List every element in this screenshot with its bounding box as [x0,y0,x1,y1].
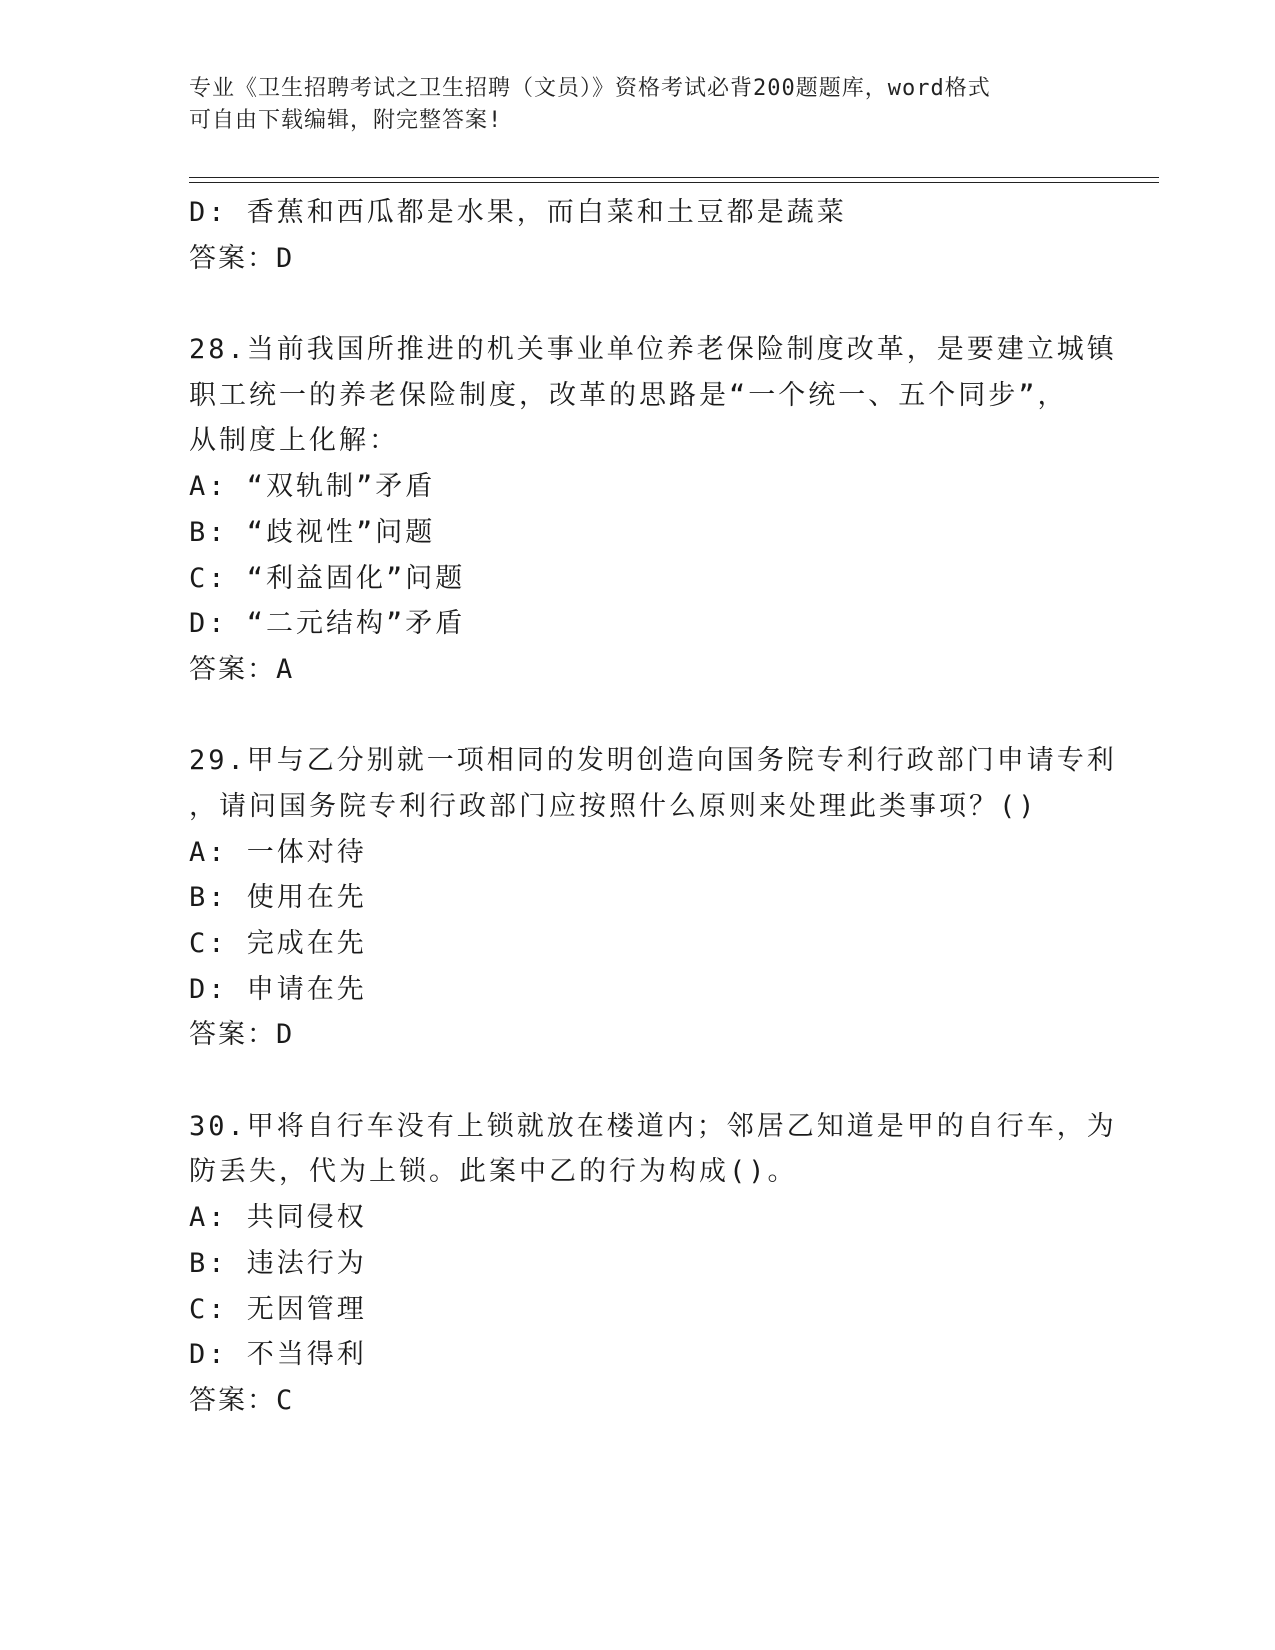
spacer [189,693,1089,739]
option-a: A: 共同侵权 [189,1202,367,1234]
answer-line: 答案：A [189,653,295,685]
question-text: 职工统一的养老保险制度，改革的思路是“一个统一、五个同步”， [189,379,1068,411]
option-a: A: 一体对待 [189,836,367,868]
option-a: A: “双轨制”矛盾 [189,471,436,503]
question-28 [189,327,1117,693]
spacer [189,281,1089,327]
question-text: 从制度上化解： [189,425,399,457]
option-d: D: “二元结构”矛盾 [189,608,466,640]
question-29 [189,738,1117,1058]
option-b: B: 违法行为 [189,1247,367,1279]
option-b: B: 使用在先 [189,882,367,914]
question-text: 防丢失，代为上锁。此案中乙的行为构成()。 [189,1156,798,1188]
answer-line: 答案：C [189,1384,295,1416]
option-c: C: 完成在先 [189,928,367,959]
question-text: 29.甲与乙分别就一项相同的发明创造向国务院专利行政部门申请专利 [189,745,1117,777]
option-b: B: “歧视性”问题 [189,516,436,548]
header-title-line-1: 专业《卫生招聘考试之卫生招聘（文员）》资格考试必背200题题库，word格式 [189,76,991,101]
answer-line: 答案：D [189,1019,295,1051]
question-list [189,190,1117,1424]
header-divider-top [189,177,1159,178]
option-c: C: 无因管理 [189,1293,367,1325]
question-text: ，请问国务院专利行政部门应按照什么原则来处理此类事项？() [189,790,1038,822]
option-c: C: “利益固化”问题 [189,562,466,594]
header-divider-bottom [189,182,1159,183]
document-header [189,73,1069,137]
option-d: D: 香蕉和西瓜都是水果，而白菜和土豆都是蔬菜 [189,197,847,228]
question-text: 30.甲将自行车没有上锁就放在楼道内；邻居乙知道是甲的自行车，为 [189,1110,1117,1142]
question-text: 28.当前我国所推进的机关事业单位养老保险制度改革，是要建立城镇 [189,334,1117,366]
option-d: D: 申请在先 [189,973,367,1005]
question-30 [189,1104,1117,1424]
spacer [189,1058,1089,1104]
option-d: D: 不当得利 [189,1339,367,1371]
header-title-line-2: 可自由下载编辑，附完整答案! [189,108,503,133]
question-27-tail [189,190,1089,281]
answer-line: 答案：D [189,242,295,274]
